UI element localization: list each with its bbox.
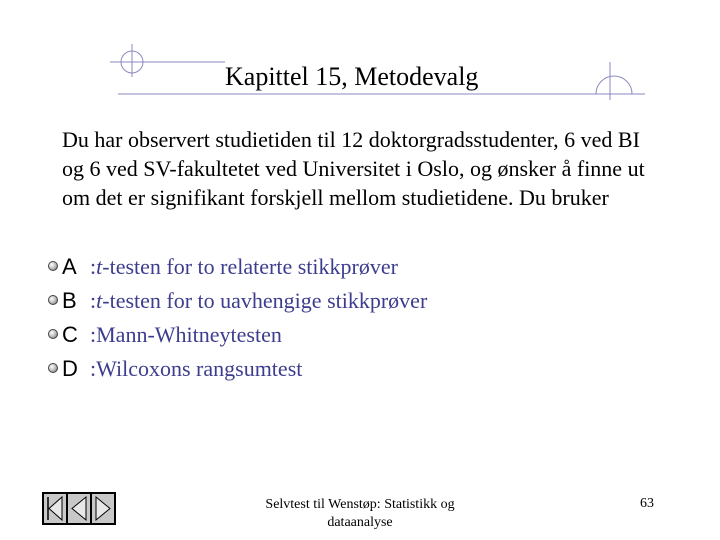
option-text: :t-testen for to relaterte stikkprøver xyxy=(90,254,398,279)
navigation-bar xyxy=(42,492,116,525)
option-letter: C xyxy=(62,322,78,347)
first-slide-button[interactable] xyxy=(43,493,67,524)
question-text: Du har observert studietiden til 12 doktorgradsstudenter, 6 ved BI og 6 ved SV-fakultetet ved Universitet i Oslo, og ønsker å finne ut om det er signifikant forskjell mellom studietidene. Du bruker xyxy=(62,127,645,210)
option-letter: A xyxy=(62,254,77,279)
option-b[interactable] xyxy=(48,286,608,316)
footer-line-1: Selvtest til Wenstøp: Statistikk og xyxy=(265,497,455,512)
option-a[interactable] xyxy=(48,252,608,282)
footer-text xyxy=(245,496,475,532)
bullet-icon xyxy=(48,261,58,271)
bullet-icon xyxy=(48,363,58,373)
bullet-icon xyxy=(48,295,58,305)
bullet-icon xyxy=(48,329,58,339)
option-text: :Mann-Whitneytesten xyxy=(90,322,282,347)
option-d[interactable] xyxy=(48,354,608,384)
slide-title: Kapittel 15, Metodevalg xyxy=(225,62,479,91)
next-slide-button[interactable] xyxy=(91,493,115,524)
footer-line-2: dataanalyse xyxy=(327,515,393,530)
option-text: :t-testen for to uavhengige stikkprøver xyxy=(90,288,428,313)
option-text: :Wilcoxons rangsumtest xyxy=(90,356,303,381)
previous-slide-button[interactable] xyxy=(67,493,91,524)
page-number: 63 xyxy=(640,496,654,511)
option-letter: B xyxy=(62,288,77,313)
option-letter: D xyxy=(62,356,78,381)
option-c[interactable] xyxy=(48,320,608,350)
